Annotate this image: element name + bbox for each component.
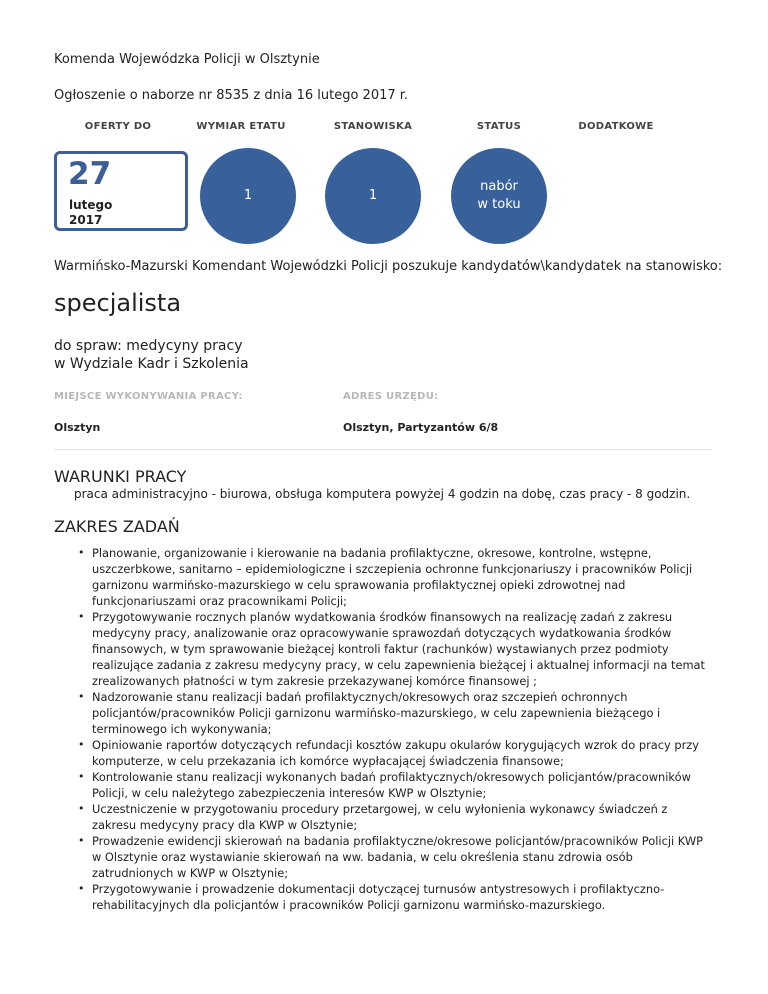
task-line: rehabilitacyjnych dla policjantów i pracowników Policji garnizonu warmińsko-mazurskiego. bbox=[92, 898, 606, 912]
task-line: funkcjonariuszami oraz pracownikami Policji; bbox=[92, 594, 347, 608]
hours-label: WYMIAR ETATU bbox=[196, 121, 286, 132]
task-line: uszczerbkowe, sanitarno – epidemiologiczne i szczepienia ochronne funkcjonariuszy i pracowników Policji bbox=[92, 562, 693, 576]
task-line: w Olsztynie oraz wystawianie skierowań na ww. badania, w celu określenia stanu zdrowia osób bbox=[92, 850, 633, 864]
position-field: do spraw: medycyny pracy bbox=[54, 338, 243, 354]
task-line: Prowadzenie ewidencji skierowań na badania profilaktyczne/okresowe policjantów/pracowników Policji KWP bbox=[92, 834, 703, 848]
positions-circle bbox=[325, 148, 421, 244]
task-item bbox=[78, 609, 752, 689]
task-line: finansowych, w tym sprawowanie bieżącej kontroli faktur (rachunków) wystawianych przez podmioty bbox=[92, 642, 669, 656]
office-address-label: ADRES URZĘDU: bbox=[343, 391, 439, 402]
deadline-date-box bbox=[54, 151, 188, 231]
bullet-icon: • bbox=[78, 834, 85, 847]
bullet-icon: • bbox=[78, 610, 85, 623]
deadline-label: OFERTY DO bbox=[84, 121, 152, 132]
task-item bbox=[78, 801, 752, 833]
bullet-icon: • bbox=[78, 770, 85, 783]
positions-label: STANOWISKA bbox=[333, 121, 413, 132]
task-line: policjantów/pracowników Policji garnizonu warmińsko-mazurskiego, w celu zapewnienia bieżącego i bbox=[92, 706, 661, 720]
deadline-day: 27 bbox=[68, 156, 112, 192]
hours-circle bbox=[200, 148, 296, 244]
work-place-value: Olsztyn bbox=[54, 421, 101, 434]
position-department: w Wydziale Kadr i Szkolenia bbox=[54, 356, 249, 372]
office-address-value: Olsztyn, Partyzantów 6/8 bbox=[343, 421, 499, 434]
bullet-icon: • bbox=[78, 802, 85, 815]
status-value: nabór w toku bbox=[477, 179, 521, 212]
task-line: Nadzorowanie stanu realizacji badań profilaktycznych/okresowych oraz szczepień ochronnych bbox=[92, 690, 628, 704]
deadline-year: 2017 bbox=[69, 213, 103, 227]
task-line: medycyny pracy, analizowanie oraz opracowywanie sprawozdań dotyczących wydatkowania środków bbox=[92, 626, 672, 640]
task-line: Kontrolowanie stanu realizacji wykonanych badań profilaktycznych/okresowych policjantów/pracowników bbox=[92, 770, 691, 784]
task-line: Policji, w celu należytego zabezpieczenia interesów KWP w Olsztynie; bbox=[92, 786, 487, 800]
task-line: Przygotowywanie i prowadzenie dokumentacji dotyczącej turnusów antystresowych i profilaktyczno- bbox=[92, 882, 665, 896]
task-item bbox=[78, 689, 752, 737]
hours-value: 1 bbox=[243, 188, 253, 203]
intro-text: Warmińsko-Mazurski Komendant Wojewódzki Policji poszukuje kandydatów\kandydatek na stanowisko: bbox=[54, 259, 723, 274]
task-item bbox=[78, 769, 752, 801]
task-item bbox=[78, 833, 752, 881]
task-line: Uczestniczenie w przygotowaniu procedury przetargowej, w celu wyłonienia wykonawcy świadczeń z bbox=[92, 802, 668, 816]
status-circle bbox=[451, 148, 547, 244]
task-line: zrealizowanych płatności w tym zakresie przekazywanej komórce finansowej ; bbox=[92, 674, 538, 688]
positions-value: 1 bbox=[368, 188, 378, 203]
task-line: zakresu medycyny pracy dla KWP w Olsztynie; bbox=[92, 818, 358, 832]
position-title: specjalista bbox=[54, 289, 182, 317]
bullet-icon: • bbox=[78, 738, 85, 751]
status-label: STATUS bbox=[476, 121, 522, 132]
task-line: zatrudnionych w KWP w Olsztynie; bbox=[92, 866, 289, 880]
bullet-icon: • bbox=[78, 546, 85, 559]
task-line: Przygotowywanie rocznych planów wydatkowania środków finansowych na realizację zadań z zakresu bbox=[92, 610, 673, 624]
task-line: Opiniowanie raportów dotyczących refundacji kosztów zakupu okularów korygujących wzrok do pracy przy bbox=[92, 738, 700, 752]
task-line: realizujące zadania z zakresu medycyny pracy, w celu zapewnienia bieżącej i aktualnej informacji na temat bbox=[92, 658, 706, 672]
task-line: Planowanie, organizowanie i kierowanie na badania profilaktyczne, okresowe, kontrolne, wstępne, bbox=[92, 546, 652, 560]
notice-title: Ogłoszenie o naborze nr 8535 z dnia 16 lutego 2017 r. bbox=[54, 88, 409, 103]
section-divider bbox=[54, 449, 712, 450]
task-item bbox=[78, 881, 752, 913]
task-line: terminowego ich wykonywania; bbox=[92, 722, 272, 736]
task-item bbox=[78, 545, 752, 609]
organization-name: Komenda Wojewódzka Policji w Olsztynie bbox=[54, 52, 320, 67]
conditions-text: praca administracyjno - biurowa, obsługa komputera powyżej 4 godzin na dobę, czas pracy - 8 godzin. bbox=[74, 487, 691, 501]
bullet-icon: • bbox=[78, 690, 85, 703]
task-line: komputerze, w celu przekazania ich komórce wypłacającej świadczenia finansowe; bbox=[92, 754, 564, 768]
conditions-heading: WARUNKI PRACY bbox=[54, 467, 187, 486]
extra-label: DODATKOWE bbox=[578, 121, 654, 132]
deadline-month: lutego bbox=[69, 198, 113, 212]
tasks-heading: ZAKRES ZADAŃ bbox=[54, 517, 180, 536]
work-place-label: MIEJSCE WYKONYWANIA PRACY: bbox=[54, 391, 243, 402]
bullet-icon: • bbox=[78, 882, 85, 895]
task-line: garnizonu warmińsko-mazurskiego w celu sprawowania profilaktycznej opieki zdrowotnej nad bbox=[92, 578, 626, 592]
position-subtitle bbox=[54, 337, 249, 373]
tasks-list bbox=[54, 545, 752, 913]
task-item bbox=[78, 737, 752, 769]
